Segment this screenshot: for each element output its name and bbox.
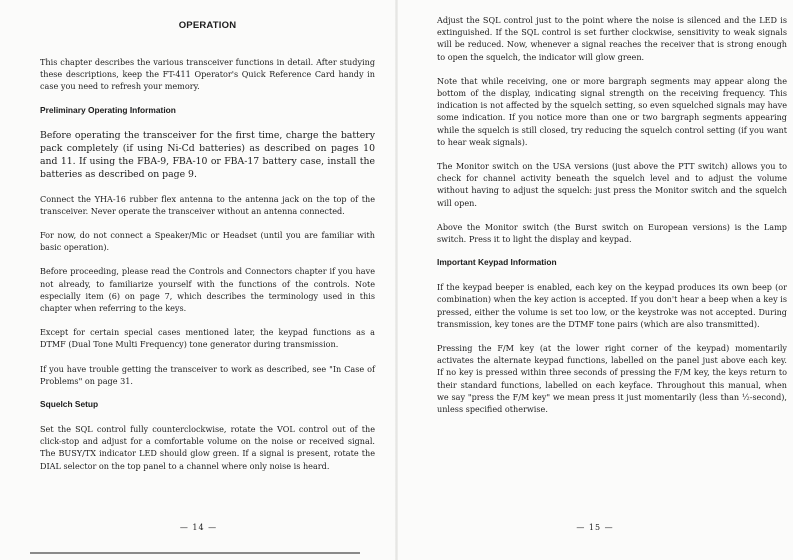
page-number-right: — 15 — xyxy=(576,523,614,532)
bargraph-paragraph: Note that while receiving, one or more bargraph segments may appear along the bottom of the display, indicating signal strength on the receiving frequency. This indication is not affected by the squelch setting, so even squelched signals may have some indication. If you notice more than one or two bargraph segments appearing while the squelch is still closed, try reducing the squelch control setting (if you want to hear weak signals). xyxy=(437,75,787,147)
charge-paragraph: Before operating the transceiver for the first time, charge the battery pack completely (if using Ni-Cd batteries) as described on pages 10 and 11. If using the FBA-9, FBA-10 or FBA-17 battery case, install the batteries as described on page 9. xyxy=(40,129,375,180)
dtmf-paragraph: Except for certain special cases mentioned later, the keypad functions as a DTMF (Dual Tone Multi Frequency) tone generator during transmission. xyxy=(40,327,375,350)
controls-paragraph: Before proceeding, please read the Controls and Connectors chapter if you have not already, to familiarize yourself with the functions of the controls. Note especially item (6) on page 7, which describes the terminology used in this chapter when referring to the keys. xyxy=(40,266,375,314)
keypad-heading: Important Keypad Information xyxy=(437,257,557,268)
squelch-paragraph: Set the SQL control fully counterclockwise, rotate the VOL control out of the click-stop and adjust for a comfortable volume on the noise or received signal. The BUSY/TX indicator LED should glow green. If a signal is present, rotate the DIAL selector on the top panel to a channel where only noise is heard. xyxy=(40,424,375,471)
beeper-paragraph: If the keypad beeper is enabled, each key on the keypad produces its own beep (or combination) when the key action is accepted. If you don't hear a beep when a key is pressed, either the volume is set too low, or the keystroke was not accepted. During transmission, key tones are the DTMF tone pairs (which are also transmitted). xyxy=(437,282,787,329)
preliminary-heading: Preliminary Operating Information xyxy=(40,104,176,115)
squelch-heading: Squelch Setup xyxy=(40,399,99,410)
page-number-left: — 14 — xyxy=(179,523,218,532)
intro-paragraph: This chapter describes the various transceiver functions in detail. After studying these descriptions, keep the FT-411 Operator's Quick Reference Card handy in case you need to refresh your memory. xyxy=(40,57,375,92)
speaker-paragraph: For now, do not connect a Speaker/Mic or Headset (until you are familiar with basic operation). xyxy=(40,230,375,253)
trouble-paragraph: If you have trouble getting the transceiver to work as described, see "In Case of Problems" on page 31. xyxy=(40,363,375,386)
chapter-heading: OPERATION xyxy=(178,20,237,31)
lamp-paragraph: Above the Monitor switch (the Burst switch on European versions) is the Lamp switch. Press it to light the display and keypad. xyxy=(437,221,787,245)
monitor-paragraph: The Monitor switch on the USA versions (just above the PTT switch) allows you to check for channel activity beneath the squelch level and to adjust the volume without having to adjust the squelch: just press the Monitor switch and the squelch will open. xyxy=(437,161,787,208)
bottom-rule xyxy=(30,552,360,554)
right-page xyxy=(397,0,793,560)
antenna-paragraph: Connect the YHA-16 rubber flex antenna to the antenna jack on the top of the transceiver. Never operate the transceiver without an antenna connected. xyxy=(40,193,375,216)
fm-key-paragraph: Pressing the F/M key (at the lower right corner of the keypad) momentarily activates the alternate keypad functions, labelled on the panel just above each key. If no key is pressed within three seconds of pressing the F/M key, the keys return to their standard functions, labelled on each keyface. Throughout this manual, when we say "press the F/M key" we mean press it just momentarily (less than ½-second), unless specified otherwise. xyxy=(437,343,787,415)
sql-paragraph: Adjust the SQL control just to the point where the noise is silenced and the LED is extinguished. If the SQL control is set further clockwise, sensitivity to weak signals will be reduced. Now, whenever a signal reaches the receiver that is strong enough to open the squelch, the indicator will glow green. xyxy=(437,15,787,62)
